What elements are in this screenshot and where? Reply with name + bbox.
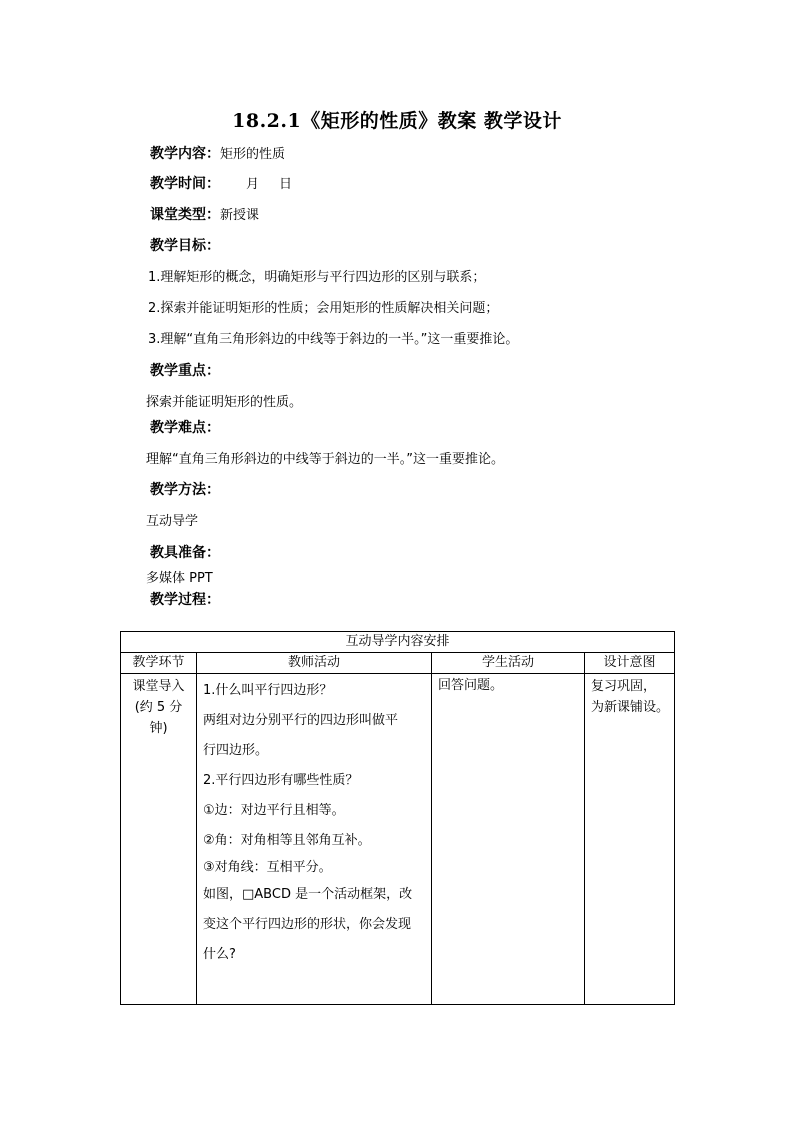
time-line	[150, 174, 292, 195]
time-month: 月	[246, 177, 260, 192]
type-label: 课堂类型：	[150, 207, 220, 223]
time-day: 日	[279, 177, 293, 192]
teacher-line: 2.平行四边形有哪些性质？	[203, 773, 359, 788]
tools-value: 多媒体 PPT	[146, 571, 213, 586]
stage-line: (约 5 分	[134, 700, 183, 715]
goals-label: 教学目标：	[150, 238, 220, 254]
goals-heading	[150, 236, 220, 256]
teacher-line: 1.什么叫平行四边形？	[203, 683, 333, 698]
type-line	[150, 205, 259, 226]
table-caption: 互动导学内容安排	[121, 632, 675, 653]
table-row	[121, 674, 675, 1005]
process-heading	[150, 590, 220, 610]
method-value: 互动导学	[146, 514, 199, 529]
key-heading	[150, 361, 220, 381]
teacher-line: 变这个平行四边形的形状，你会发现	[203, 917, 412, 932]
teacher-line: 如图，□ABCD 是一个活动框架，改	[203, 887, 413, 902]
method-label: 教学方法：	[150, 482, 220, 498]
tools-label: 教具准备：	[150, 545, 220, 561]
teacher-cell	[197, 674, 432, 1005]
stage-line: 课堂导入	[132, 679, 185, 694]
goal-item-2: 2.探索并能证明矩形的性质；会用矩形的性质解决相关问题；	[148, 301, 499, 316]
table-caption-row	[121, 632, 675, 653]
method-heading	[150, 480, 220, 500]
intent-cell	[585, 674, 675, 1005]
process-label: 教学过程：	[150, 592, 220, 608]
teacher-line: 什么?	[203, 947, 236, 962]
table-header-row	[121, 653, 675, 674]
header-teacher: 教师活动	[197, 653, 432, 674]
key-label: 教学重点：	[150, 363, 220, 379]
content-label: 教学内容：	[150, 146, 220, 162]
type-value: 新授课	[220, 208, 260, 223]
stage-cell	[121, 674, 197, 1005]
teacher-line: ①边：对边平行且相等。	[203, 803, 345, 818]
document-title: 18.2.1《矩形的性质》教案 教学设计	[232, 110, 562, 132]
teacher-line: 行四边形。	[203, 743, 269, 758]
goal-item-1: 1.理解矩形的概念，明确矩形与平行四边形的区别与联系；	[148, 270, 486, 285]
teacher-line: 两组对边分别平行的四边形叫做平	[203, 713, 399, 728]
difficulty-label: 教学难点：	[150, 420, 220, 436]
key-value: 探索并能证明矩形的性质。	[146, 395, 303, 410]
intent-line: 为新课铺设。	[591, 700, 670, 715]
teacher-line: ③对角线：互相平分。	[203, 860, 332, 875]
teacher-line: ②角：对角相等且邻角互补。	[203, 833, 371, 848]
time-label: 教学时间：	[150, 176, 220, 192]
stage-line: 钟)	[149, 721, 168, 736]
student-cell: 回答问题。	[432, 674, 585, 1005]
header-student: 学生活动	[432, 653, 585, 674]
difficulty-heading	[150, 418, 220, 438]
content-line	[150, 144, 285, 165]
content-value: 矩形的性质	[220, 147, 286, 162]
intent-line: 复习巩固，	[591, 679, 657, 694]
tools-heading	[150, 543, 220, 563]
header-intent: 设计意图	[585, 653, 675, 674]
difficulty-value: 理解“直角三角形斜边的中线等于斜边的一半。”这一重要推论。	[146, 452, 504, 467]
lesson-plan-table	[120, 631, 675, 1005]
goal-item-3: 3.理解“直角三角形斜边的中线等于斜边的一半。”这一重要推论。	[148, 332, 519, 347]
header-stage: 教学环节	[121, 653, 197, 674]
